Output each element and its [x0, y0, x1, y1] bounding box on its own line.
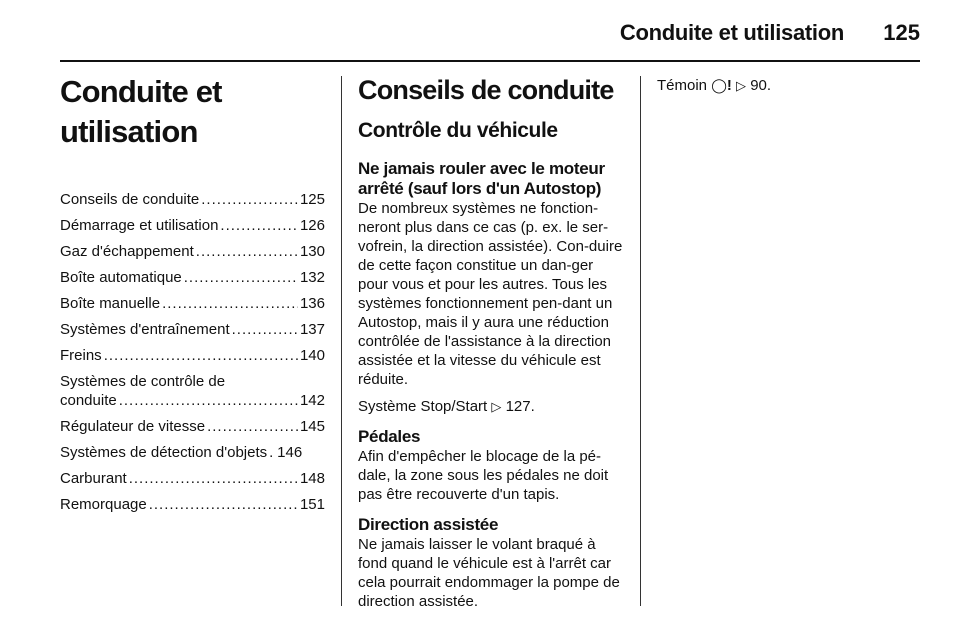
reference-text: Témoin	[657, 77, 708, 94]
toc-leader	[201, 190, 298, 209]
toc-item[interactable]	[60, 320, 325, 339]
toc-page: 146	[277, 444, 303, 461]
toc-item[interactable]	[60, 495, 325, 514]
toc-page: 142	[299, 392, 325, 409]
toc-leader	[149, 495, 298, 514]
steering-warning-icon: ◯	[711, 77, 727, 93]
toc-item[interactable]	[60, 469, 325, 488]
reference-page: 127.	[505, 398, 535, 415]
reference-stop-start[interactable]	[358, 397, 623, 416]
toc-label: Freins	[60, 347, 102, 364]
heading-engine-off: Ne jamais rouler avec le moteur arrêté (sauf lors d'un Autostop)	[358, 159, 605, 198]
toc-item[interactable]	[60, 417, 325, 436]
chapter-title: Conduite et utilisation	[60, 74, 222, 149]
toc-leader	[232, 320, 298, 339]
toc-page: 136	[299, 295, 325, 312]
toc-item[interactable]	[60, 443, 325, 462]
section-subtitle: Contrôle du véhicule	[358, 119, 558, 142]
toc-item[interactable]	[60, 346, 325, 365]
toc-page: 132	[299, 269, 325, 286]
toc-label: Démarrage et utilisation	[60, 217, 219, 234]
reference-text: Système Stop/Start	[358, 398, 488, 415]
warning-mark: !	[726, 77, 732, 94]
toc-label: Boîte manuelle	[60, 295, 161, 312]
toc-item[interactable]	[60, 294, 325, 313]
toc-page: 148	[299, 470, 325, 487]
toc-item[interactable]	[60, 242, 325, 261]
toc-label: Systèmes de détection d'objets	[60, 444, 268, 461]
toc-label: conduite	[60, 392, 117, 409]
toc-label: Gaz d'échappement	[60, 243, 194, 260]
toc-item[interactable]	[60, 216, 325, 235]
toc-label: Carburant	[60, 470, 127, 487]
toc-leader	[269, 443, 275, 462]
toc-item[interactable]	[60, 190, 325, 209]
header-page-number: 125	[883, 20, 920, 45]
header-title: Conduite et utilisation	[619, 20, 844, 45]
reference-warning-light[interactable]	[657, 76, 922, 95]
toc-leader	[129, 469, 298, 488]
right-column	[657, 76, 922, 95]
toc-leader	[196, 242, 298, 261]
reference-page: 90.	[750, 77, 772, 94]
toc-leader	[220, 216, 298, 235]
toc-page: 140	[299, 347, 325, 364]
toc-item[interactable]	[60, 372, 325, 410]
toc-leader	[104, 346, 298, 365]
toc-page: 151	[299, 496, 325, 513]
toc-page: 130	[299, 243, 325, 260]
toc-label: Systèmes d'entraînement	[60, 321, 230, 338]
toc-leader	[119, 391, 298, 410]
toc-label: Remorquage	[60, 496, 147, 513]
toc-leader	[184, 268, 298, 287]
toc-label: Régulateur de vitesse	[60, 418, 206, 435]
column-divider-right	[640, 76, 641, 606]
toc-label: Boîte automatique	[60, 269, 182, 286]
arrow-right-icon: ▷	[491, 399, 502, 414]
toc-page: 137	[299, 321, 325, 338]
toc-page: 126	[299, 217, 325, 234]
paragraph-pedals: Afin d'empêcher le blocage de la pé-dale, la zone sous les pédales ne doit pas être recouverte d'un tapis.	[358, 448, 609, 503]
section-title: Conseils de conduite	[358, 75, 614, 105]
arrow-right-icon: ▷	[736, 78, 747, 93]
heading-pedals: Pédales	[358, 427, 421, 446]
paragraph-engine-off: De nombreux systèmes ne fonction-neront plus dans ce cas (p. ex. le ser-vofrein, la direction assistée). Con-duire de cette façon constitue un dan-ger pour vous et pour les autres. Tous les systèmes fonctionnement pen-dant un Autostop, mais il y aura une réduction contrôlée de l'assistance à la direction assistée et la vitesse du véhicule est réduite.	[358, 200, 623, 388]
column-divider-left	[341, 76, 342, 606]
paragraph-power-steering: Ne jamais laisser le volant braqué à fond quand le véhicule est à l'arrêt car cela pourrait endommager la pompe de direction assistée.	[358, 536, 620, 610]
toc-page: 145	[299, 418, 325, 435]
table-of-contents	[60, 190, 325, 514]
toc-leader	[162, 294, 298, 313]
middle-column	[358, 72, 623, 611]
page-header	[60, 14, 920, 62]
toc-item[interactable]	[60, 268, 325, 287]
toc-page: 125	[299, 191, 325, 208]
left-column	[60, 72, 325, 521]
toc-label: Conseils de conduite	[60, 191, 200, 208]
toc-label: Systèmes de contrôle de	[60, 373, 226, 390]
heading-power-steering: Direction assistée	[358, 515, 499, 534]
toc-leader	[207, 417, 298, 436]
